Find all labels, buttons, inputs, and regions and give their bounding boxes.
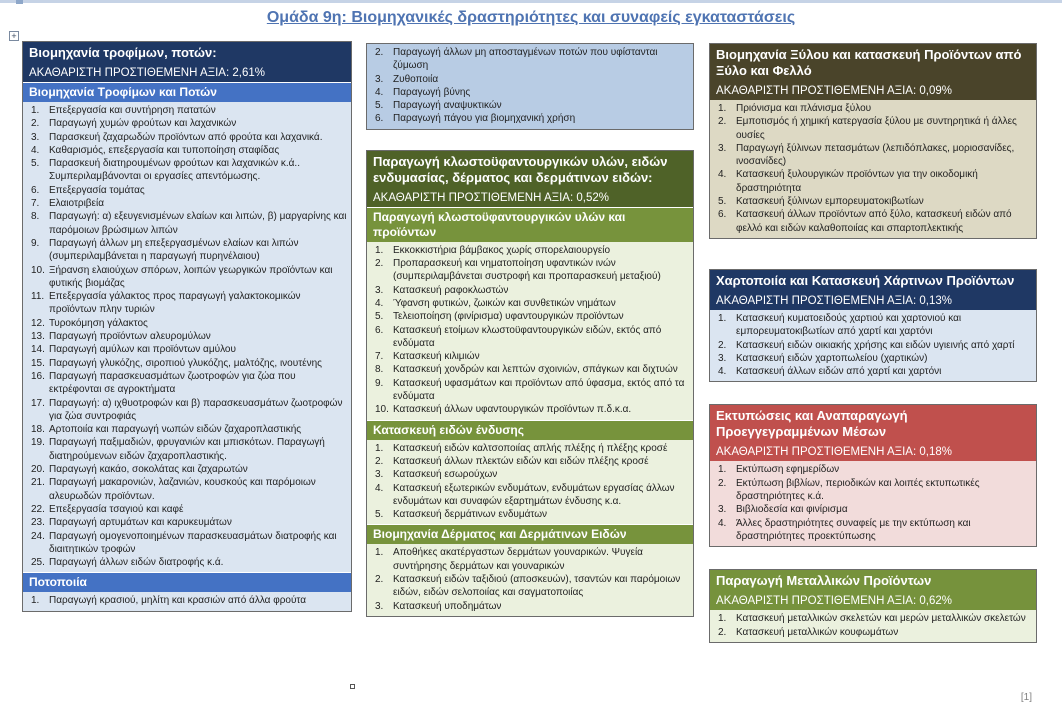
list-item [714,168,1032,195]
list-item [714,365,1032,378]
list-item-number: 23. [31,517,45,529]
list-item-number: 8. [375,364,384,376]
wood-box [709,43,1037,239]
list-item-number: 4. [31,144,40,156]
list-item [371,363,689,376]
list-item [27,594,347,607]
wood-list [710,100,1036,238]
list-item-number: 5. [375,311,384,323]
paper-value-line: ΑΚΑΘΑΡΙΣΤΗ ΠΡΟΣΤΙΘΕΜΕΝΗ ΑΞΙΑ: 0,13% [710,292,1036,310]
list-item-number: 13. [31,331,45,343]
list-item-text: Τυροκόμηση γάλακτος [49,317,148,329]
list-item-text: Επεξεργασία γάλακτος προς παραγωγή γαλακτοκομικών προϊόντων πλην τυριών [49,291,301,316]
list-item-text: Παραγωγή: α) εξευγενισμένων ελαίων και λιπών, β) μαργαρίνης και παρόμοιων βρώσιμων λιπών [49,211,347,236]
drinks-section-title: Ποτοποιία [23,572,351,592]
list-item-text: Κατασκευή μεταλλικών σκελετών και μερών μεταλλικών σκελετών [736,613,1026,625]
list-item-number: 19. [31,437,45,449]
list-item-text: Κατασκευή ειδών χαρτοπωλείου (χαρτικών) [736,352,928,364]
list-item [714,102,1032,115]
list-item [714,477,1032,504]
list-item-number: 4. [718,366,727,378]
drinks-continued-box [366,43,694,130]
metal-header: Παραγωγή Μεταλλικών Προϊόντων [710,570,1036,592]
list-item [371,244,689,257]
list-item-text: Εκτύπωση βιβλίων, περιοδικών και λοιπές εκτυπωτικές δραστηριότητες κ.ά. [736,477,980,503]
list-item [371,350,689,363]
list-item-text: Αρτοποιία και παραγωγή νωπών ειδών ζαχαροπλαστικής [49,424,302,436]
list-item-text: Παραγωγή χυμών φρούτων και λαχανικών [49,118,237,130]
list-item [371,546,689,573]
textiles-box [366,150,694,617]
clothing-section-title: Κατασκευή ειδών ένδυσης [367,420,693,440]
list-item-text: Κατασκευή κιλιμιών [393,351,480,363]
textiles-header: Παραγωγή κλωστοϋφαντουργικών υλών, ειδών ενδυμασίας, δέρματος και δερμάτινων ειδών: [367,151,693,189]
list-item-number: 7. [31,198,40,210]
list-item-text: Κατασκευή άλλων ειδών από χαρτί και χαρτόνι [736,366,942,378]
list-item [371,324,689,351]
clothing-list [367,440,693,525]
list-item-number: 3. [718,352,727,364]
list-item-number: 24. [31,530,45,542]
list-item-text: Επεξεργασία τομάτας [49,184,145,196]
textiles-section-title: Παραγωγή κλωστοϋφαντουργικών υλών και προϊόντων [367,207,693,242]
list-item [714,626,1032,639]
paper-list [710,310,1036,381]
list-item-text: Κατασκευή ξύλινων εμπορευματοκιβωτίων [736,196,924,208]
list-item-text: Παραγωγή: α) ιχθυοτροφών και β) παρασκευασμάτων ζωοτροφών για ζώα συντροφιάς [49,397,343,422]
list-item-number: 6. [31,184,40,196]
list-item-number: 1. [375,244,384,256]
list-item-number: 6. [375,113,384,125]
list-item [27,264,347,291]
list-item-text: Κατασκευή εσωρούχων [393,469,498,481]
list-item-text: Παραγωγή αμύλων και προϊόντων αμύλου [49,344,236,356]
list-item [371,73,689,86]
paper-box [709,269,1037,382]
printing-header: Εκτυπώσεις και Αναπαραγωγή Προεγγεγραμμένων Μέσων [710,405,1036,443]
ruler-marker [16,0,23,4]
list-item-text: Βιβλιοδεσία και φινίρισμα [736,504,848,516]
list-item [27,436,347,463]
list-item-number: 5. [375,100,384,112]
list-item-number: 1. [718,103,727,114]
metal-list [710,610,1036,642]
textiles-list [367,242,693,420]
wood-header: Βιομηχανία Ξύλου και κατασκευή Προϊόντων από Ξύλο και Φελλό [710,44,1036,82]
food-section-title: Βιομηχανία Τροφίμων και Ποτών [23,82,351,102]
list-item-text: Κατασκευή ειδών ταξιδιού (αποσκευών), τσαντών και παρόμοιων ειδών, ειδών σελοποιίας και σαγματοποιίας [393,574,681,599]
list-item [714,463,1032,476]
list-item-number: 17. [31,397,45,409]
resize-handle[interactable] [350,684,355,689]
list-item [27,317,347,330]
list-item-text: Κατασκευή κυματοειδούς χαρτιού και χαρτονιού και εμπορευματοκιβωτίων από χαρτί και χαρτόνι [736,312,962,338]
column-textiles [366,43,694,617]
list-item [714,208,1032,235]
list-item-number: 2. [375,455,384,467]
column-food-beverages [22,41,352,612]
list-item-text: Παραγωγή παξιμαδιών, φρυγανιών και μπισκότων. Παραγωγή διατηρούμενων ειδών ζαχαροπλαστικής. [49,437,325,462]
list-item-text: Επεξεργασία τσαγιού και καφέ [49,503,184,515]
list-item-text: Κατασκευή ραφοκλωστών [393,284,509,296]
list-item-number: 11. [31,291,45,303]
list-item [27,503,347,516]
list-item-number: 16. [31,370,45,382]
list-item [27,530,347,557]
list-item [27,370,347,397]
list-item [371,112,689,125]
list-item-text: Παραγωγή πάγου για βιομηχανική χρήση [393,113,576,125]
list-item-number: 5. [31,158,40,170]
list-item-text: Καθαρισμός, επεξεργασία και τυποποίηση σταφίδας [49,144,280,156]
list-item-text: Ζυθοποιία [393,73,439,85]
metal-value-line: ΑΚΑΘΑΡΙΣΤΗ ΠΡΟΣΤΙΘΕΜΕΝΗ ΑΞΙΑ: 0,62% [710,592,1036,610]
food-value-line: ΑΚΑΘΑΡΙΣΤΗ ΠΡΟΣΤΙΘΕΜΕΝΗ ΑΞΙΑ: 2,61% [23,64,351,82]
list-item [27,330,347,343]
list-item-text: Παραγωγή ομογενοποιημένων παρασκευασμάτων διατροφής και διαιτητικών τροφών [49,530,337,555]
food-header: Βιομηχανία τροφίμων, ποτών: [23,42,351,64]
list-item-text: Εμποτισμός ή χημική κατεργασία ξύλου με συντηρητικά ή άλλες ουσίες [736,116,1017,141]
list-item [27,157,347,184]
list-item-number: 4. [375,86,384,98]
list-item-text: Πριόνισμα και πλάνισμα ξύλου [736,103,872,114]
list-item-text: Παραγωγή ξύλινων πετασμάτων (λεπιδόπλακες, μοριοσανίδες, ινοσανίδες) [736,142,1015,168]
list-item [371,310,689,323]
list-item [714,142,1032,169]
list-item-text: Άλλες δραστηριότητες συναφείς με την εκτύπωση και δραστηριότητες προεκτύπωσης [736,517,971,542]
list-item-number: 2. [718,626,727,638]
list-item [714,195,1032,208]
list-item-text: Παρασκευή διατηρουμένων φρούτων και λαχανικών κ.ά.. Συμπεριλαμβάνονται οι εργασίες απεντόμωσης. [49,158,300,183]
food-list [23,102,351,572]
list-item-number: 1. [375,547,384,559]
list-item-number: 10. [375,404,389,416]
list-item-text: Ελαιοτριβεία [49,198,105,210]
list-item-text: Παραγωγή κρασιού, μηλίτη και κρασιών από άλλα φρούτα [49,595,307,607]
drinks-list [23,592,351,610]
list-item-text: Παραγωγή αναψυκτικών [393,100,502,112]
list-item-number: 1. [375,442,384,454]
printing-box [709,404,1037,547]
list-item [371,86,689,99]
list-item [27,290,347,317]
list-item-number: 3. [375,600,384,612]
list-item-number: 10. [31,264,45,276]
table-move-handle-icon[interactable]: + [9,31,19,41]
list-item-text: Παραγωγή βύνης [393,86,471,98]
list-item-number: 18. [31,424,45,436]
list-item-text: Επεξεργασία και συντήρηση πατατών [49,105,216,116]
list-item [714,612,1032,625]
list-item [371,99,689,112]
list-item-number: 21. [31,477,45,489]
list-item [371,297,689,310]
list-item-text: Κατασκευή υφασμάτων και προϊόντων από ύφασμα, εκτός από τα ενδύματα [393,377,685,403]
list-item-number: 8. [31,211,40,223]
list-item [714,517,1032,544]
list-item-text: Τελειοποίηση (φινίρισμα) υφαντουργικών προϊόντων [393,311,624,323]
list-item-number: 2. [718,339,727,351]
list-item [27,463,347,476]
list-item-text: Κατασκευή άλλων υφαντουργικών προϊόντων π.δ.κ.α. [393,404,632,416]
list-item-number: 3. [375,73,384,85]
printing-list [710,461,1036,546]
list-item-number: 3. [375,469,384,481]
list-item-number: 2. [375,258,384,270]
list-item [27,104,347,117]
list-item-text: Εκκοκκιστήρια βάμβακος χωρίς σπορελαιουργείο [393,244,611,256]
list-item [27,516,347,529]
list-item-text: Κατασκευή ξυλουργικών προϊόντων για την οικοδομική δραστηριότητα [736,169,978,194]
list-item [27,423,347,436]
list-item-text: Κατασκευή ετοίμων κλωστοϋφαντουργικών ειδών, εκτός από ενδύματα [393,324,662,349]
list-item-text: Κατασκευή άλλων προϊόντων από ξύλο, κατασκευή ειδών από φελλό και ειδών καλαθοποιίας και σπαρτοπλεκτικής [736,209,1012,234]
list-item-text: Αποθήκες ακατέργαστων δερμάτων γουναρικών. Ψυγεία συντήρησης δερμάτων και γουναρικών [393,547,643,572]
metal-box [709,569,1037,643]
list-item [27,184,347,197]
list-item-number: 3. [31,131,40,143]
list-item [371,442,689,455]
list-item-text: Παραγωγή γλυκόζης, σιροπιού γλυκόζης, μαλτόζης, ινουτένης [49,357,322,369]
list-item-number: 2. [31,118,40,130]
list-item-text: Κατασκευή εξωτερικών ενδυμάτων, ενδυμάτων εργασίας άλλων ενδυμάτων και συναφών εξαρτημάτων ένδυσης κ.α. [393,482,675,507]
food-beverages-box [22,41,352,612]
list-item-text: Ύφανση φυτικών, ζωικών και συνθετικών νημάτων [393,297,616,309]
list-item [27,397,347,424]
list-item [27,197,347,210]
list-item-number: 2. [718,116,727,128]
list-item [27,210,347,237]
list-item-text: Κατασκευή ειδών οικιακής χρήσης και ειδών υγιεινής από χαρτί [736,339,1015,351]
list-item [27,144,347,157]
list-item-number: 1. [718,464,727,476]
list-item-number: 1. [31,595,40,607]
list-item [371,468,689,481]
list-item-text: Κατασκευή δερμάτινων ενδυμάτων [393,509,548,521]
page-title: Ομάδα 9η: Βιομηχανικές δραστηριότητες και συναφείς εγκαταστάσεις [266,9,796,26]
list-item-number: 9. [375,377,384,389]
list-item [371,377,689,404]
drinks-continued-list [367,44,693,129]
list-item-text: Παραγωγή παρασκευασμάτων ζωοτροφών για ζώα που εκτρέφονται σε αγροκτήματα [49,370,296,396]
list-item-text: Ξήρανση ελαιούχων σπόρων, λοιπών γεωργικών προϊόντων και φυτικής βιομάζας [49,264,333,289]
list-item-text: Παραγωγή αρτυμάτων και καρυκευμάτων [49,517,232,529]
list-item [714,115,1032,142]
list-item-text: Κατασκευή ειδών καλτσοποιίας απλής πλέξης ή πλέξης κροσέ [393,442,668,454]
list-item-number: 1. [31,105,40,116]
list-item [27,237,347,264]
list-item [27,343,347,356]
list-item [371,482,689,509]
list-item [27,476,347,503]
list-item-number: 1. [718,613,727,625]
list-item-number: 4. [718,517,727,529]
list-item-number: 25. [31,557,45,569]
list-item [27,131,347,144]
list-item-text: Κατασκευή άλλων πλεκτών ειδών και ειδών πλέξης κροσέ [393,455,649,467]
textiles-value-line: ΑΚΑΘΑΡΙΣΤΗ ΠΡΟΣΤΙΘΕΜΕΝΗ ΑΞΙΑ: 0,52% [367,189,693,207]
list-item [714,312,1032,339]
list-item-number: 22. [31,503,45,515]
list-item-text: Παραγωγή άλλων ειδών διατροφής κ.ά. [49,557,224,569]
list-item-number: 5. [375,509,384,521]
list-item-number: 3. [375,284,384,296]
list-item-text: Εκτύπωση εφημερίδων [736,464,840,476]
list-item [371,455,689,468]
list-item-number: 12. [31,317,45,329]
list-item [714,503,1032,516]
list-item [371,403,689,416]
list-item-number: 5. [718,196,727,208]
paper-header: Χαρτοποιία και Κατασκευή Χάρτινων Προϊόντων [710,270,1036,292]
page-number: [1] [1020,692,1032,703]
list-item-number: 6. [375,324,384,336]
list-item [714,352,1032,365]
list-item-text: Παραγωγή κακάο, σοκολάτας και ζαχαρωτών [49,464,248,476]
list-item-number: 9. [31,237,40,249]
list-item [371,573,689,600]
list-item-number: 2. [375,47,384,58]
list-item-number: 1. [718,312,727,324]
list-item-number: 6. [718,209,727,221]
list-item [27,556,347,569]
wood-value-line: ΑΚΑΘΑΡΙΣΤΗ ΠΡΟΣΤΙΘΕΜΕΝΗ ΑΞΙΑ: 0,09% [710,82,1036,100]
list-item-text: Κατασκευή χονδρών και λεπτών σχοινιών, σπάγκων και διχτυών [393,364,678,376]
list-item-number: 7. [375,351,384,363]
list-item-text: Παραγωγή μακαρονιών, λαζανιών, κουσκούς και παρόμοιων αλευρωδών προϊόντων. [49,477,316,502]
list-item [714,339,1032,352]
list-item [371,508,689,521]
list-item-number: 20. [31,464,45,476]
list-item [371,600,689,613]
list-item [27,357,347,370]
list-item-number: 4. [375,482,384,494]
list-item-text: Παραγωγή άλλων μη επεξεργασμένων ελαίων και λιπών (συμπεριλαμβάνεται η παραγωγή πυρηνέλαιου) [49,237,299,263]
list-item-text: Κατασκευή μεταλλικών κουφωμάτων [736,626,899,638]
list-item-number: 14. [31,344,45,356]
list-item [27,117,347,130]
list-item-text: Παραγωγή άλλων μη αποσταγμένων ποτών που υφίστανται ζύμωση [393,47,658,72]
list-item-number: 3. [718,504,727,516]
leather-list [367,544,693,615]
list-item-number: 15. [31,357,45,369]
leather-section-title: Βιομηχανία Δέρματος και Δερμάτινων Ειδών [367,524,693,544]
list-item-text: Παρασκευή ζαχαρωδών προϊόντων από φρούτα και λαχανικά. [49,131,323,143]
list-item [371,46,689,73]
list-item [371,257,689,284]
ruler-line [0,0,1062,3]
list-item-number: 4. [375,297,384,309]
column-other-industries [709,43,1037,643]
list-item-text: Κατασκευή υποδημάτων [393,600,502,612]
list-item-text: Προπαρασκευή και νηματοποίηση υφαντικών ινών (συμπεριλαμβάνεται συστροφή και προπαρασκευή μεταξιού) [393,258,661,283]
list-item-text: Παραγωγή προϊόντων αλευρομύλων [49,331,211,343]
list-item-number: 3. [718,142,727,154]
printing-value-line: ΑΚΑΘΑΡΙΣΤΗ ΠΡΟΣΤΙΘΕΜΕΝΗ ΑΞΙΑ: 0,18% [710,443,1036,461]
list-item-number: 2. [718,477,727,489]
list-item [371,284,689,297]
list-item-number: 2. [375,574,384,586]
list-item-number: 4. [718,169,727,181]
